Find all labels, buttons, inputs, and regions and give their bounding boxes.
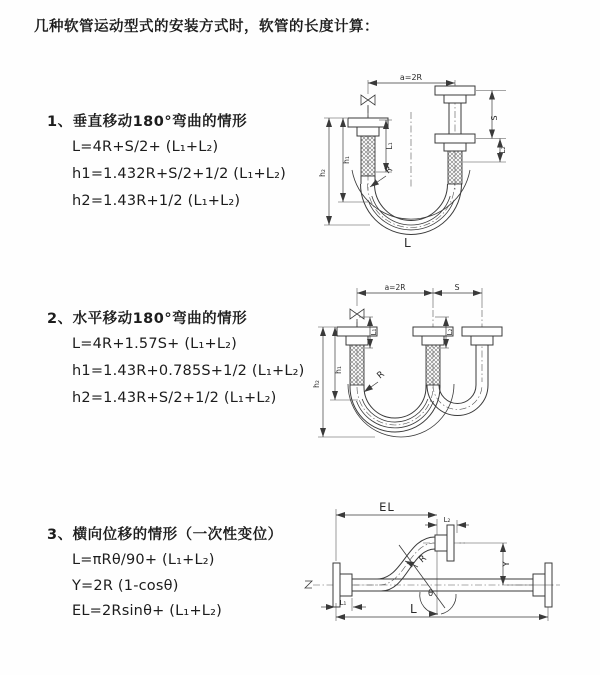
section-1-formula-h2: h2=1.43R+1/2 (L₁+L₂): [72, 193, 241, 209]
section-1-heading: 1、垂直移动180°弯曲的情形: [47, 114, 248, 130]
diagram-1-vertical-180-bend: [300, 70, 595, 270]
upper-flange: [435, 525, 454, 561]
centerline-break-mark: [305, 581, 312, 588]
section-3-formula-Y: Y=2R (1-cosθ): [72, 578, 179, 594]
radius-label: R: [417, 553, 429, 566]
dimension-l1: [321, 598, 366, 611]
braided-sleeve: [350, 345, 364, 385]
radius-callout: [364, 370, 387, 392]
left-u-bend-hose: [348, 384, 454, 437]
dim-label-el: EL: [379, 500, 395, 514]
dim-label-h2: h₂: [318, 169, 327, 177]
length-label: L: [404, 236, 411, 250]
braided-sleeve: [361, 136, 375, 176]
dim-label-s: S: [454, 283, 460, 292]
diagram-2-horizontal-180-bend: [300, 282, 595, 467]
dim-label-h1: h₁: [342, 156, 351, 164]
dim-label-a2r: a=2R: [384, 283, 406, 292]
centerlines: [368, 84, 456, 228]
dim-label-l2: L₂: [446, 328, 454, 336]
dim-label-l: L: [410, 602, 417, 616]
dim-label-h2: h₂: [312, 380, 321, 388]
dim-label-h1: h₁: [334, 366, 343, 374]
section-2-heading: 2、水平移动180°弯曲的情形: [47, 311, 248, 327]
construction-lines: [399, 519, 445, 615]
radius-callout: [405, 554, 429, 567]
radius-label: R: [375, 369, 387, 382]
dim-label-y: Y: [502, 561, 512, 567]
section-3-formula-L: L=πRθ/90+ (L₁+L₂): [72, 552, 215, 568]
right-hose-end-fitting: [435, 86, 475, 184]
dimension-el: [336, 500, 437, 561]
dim-label-s: S: [490, 115, 499, 121]
diagram-3-lateral-displacement: [295, 495, 600, 660]
dim-label-l1: L₁: [370, 328, 378, 336]
radius-label: R: [383, 164, 395, 177]
section-2-formula-h2: h2=1.43R+S/2+1/2 (L₁+L₂): [72, 390, 277, 406]
right-u-bend-hose: [427, 385, 488, 416]
left-hose-end-fitting: [348, 118, 388, 184]
braided-sleeve: [426, 345, 440, 385]
page-title: 几种软管运动型式的安装方式时，软管的长度计算：: [34, 19, 379, 35]
dimension-s: [433, 283, 482, 293]
section-1-formula-L: L=4R+S/2+ (L₁+L₂): [72, 139, 219, 155]
angle-label: θ: [428, 589, 434, 599]
dim-label-l2: L₂: [443, 516, 451, 524]
dimension-l: [336, 602, 548, 621]
dim-label-l2: L₂: [498, 146, 507, 154]
section-2-formula-h1: h1=1.43R+0.785S+1/2 (L₁+L₂): [72, 363, 305, 379]
section-1-formula-h1: h1=1.432R+S/2+1/2 (L₁+L₂): [72, 166, 286, 182]
section-3-formula-EL: EL=2Rsinθ+ (L₁+L₂): [72, 603, 222, 619]
angle-callout: [420, 589, 456, 614]
braided-sleeve: [448, 151, 462, 184]
dim-label-l1: L₁: [339, 599, 347, 607]
section-2-formula-L: L=4R+1.57S+ (L₁+L₂): [72, 336, 237, 352]
valve-icon: [350, 309, 364, 327]
dimension-s: [476, 91, 506, 139]
section-3-heading: 3、横向位移的情形（一次性变位）: [47, 527, 283, 543]
dimension-a-2r: [357, 283, 482, 308]
dim-label-l1: L₁: [385, 142, 394, 150]
dim-label-a2r: a=2R: [399, 73, 423, 82]
valve-icon: [361, 95, 375, 118]
